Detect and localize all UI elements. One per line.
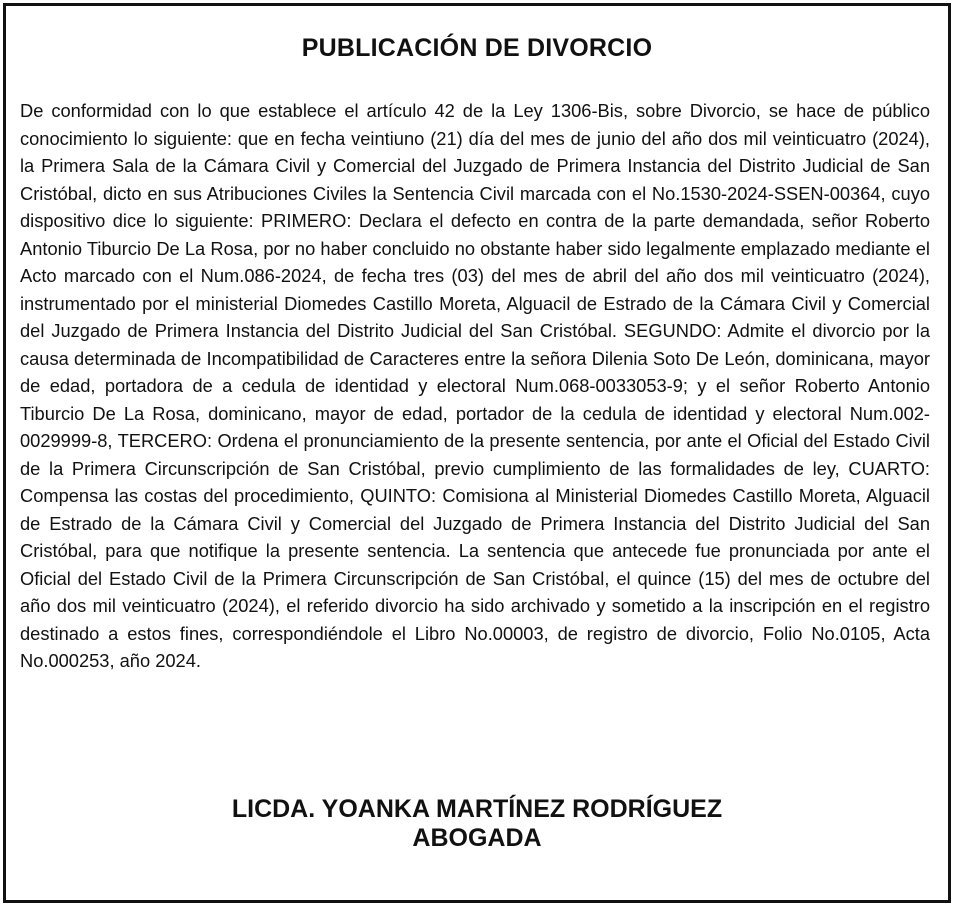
notice-title: PUBLICACIÓN DE DIVORCIO [301,34,653,62]
signature-role: ABOGADA [412,824,542,852]
signature-block [6,795,948,853]
notice-frame [3,3,951,903]
signature-name: LICDA. YOANKA MARTÍNEZ RODRÍGUEZ [231,795,723,823]
notice-body: De conformidad con lo que establece el artículo 42 de la Ley 1306-Bis, sobre Divorcio, se hace de público conocimiento lo siguiente: que en fecha veintiuno (21) día del mes de junio del año dos mil veinticuatro (2024), la Primera Sala de la Cámara Civil y Comercial del Juzgado de Primera Instancia del Distrito Judicial de San Cristóbal, dicto en sus Atribuciones Civiles la Sentencia Civil marcada con el No.1530-2024-SSEN-00364, cuyo dispositivo dice lo siguiente: PRIMERO: Declara el defecto en contra de la parte demandada, señor Roberto Antonio Tiburcio De La Rosa, por no haber concluido no obstante haber sido legalmente emplazado mediante el Acto marcado con el Num.086-2024, de fecha tres (03) del mes de abril del año dos mil veinticuatro (2024), instrumentado por el ministerial Diomedes Castillo Moreta, Alguacil de Estrado de la Cámara Civil y Comercial del Juzgado de Primera Instancia del Distrito Judicial del San Cristóbal. SEGUNDO: Admite el divorcio por la causa determinada de Incompatibilidad de Caracteres entre la señora Dilenia Soto De León, dominicana, mayor de edad, portadora de a cedula de identidad y electoral Num.068-0033053-9; y el señor Roberto Antonio Tiburcio De La Rosa, dominicano, mayor de edad, portador de la cedula de identidad y electoral Num.002-0029999-8, TERCERO: Ordena el pronunciamiento de la presente sentencia, por ante el Oficial del Estado Civil de la Primera Circunscripción de San Cristóbal, previo cumplimiento de las formalidades de ley, CUARTO: Compensa las costas del procedimiento, QUINTO: Comisiona al Ministerial Diomedes Castillo Moreta, Alguacil de Estrado de la Cámara Civil y Comercial del Juzgado de Primera Instancia del Distrito Judicial del San Cristóbal, para que notifique la presente sentencia. La sentencia que antecede fue pronunciada por ante el Oficial del Estado Civil de la Primera Circunscripción de San Cristóbal, el quince (15) del mes de octubre del año dos mil veinticuatro (2024), el referido divorcio ha sido archivado y sometido a la inscripción en el registro destinado a estos fines, correspondiéndole el Libro No.00003, de registro de divorcio, Folio No.0105, Acta No.000253, año 2024. [20,100,930,671]
